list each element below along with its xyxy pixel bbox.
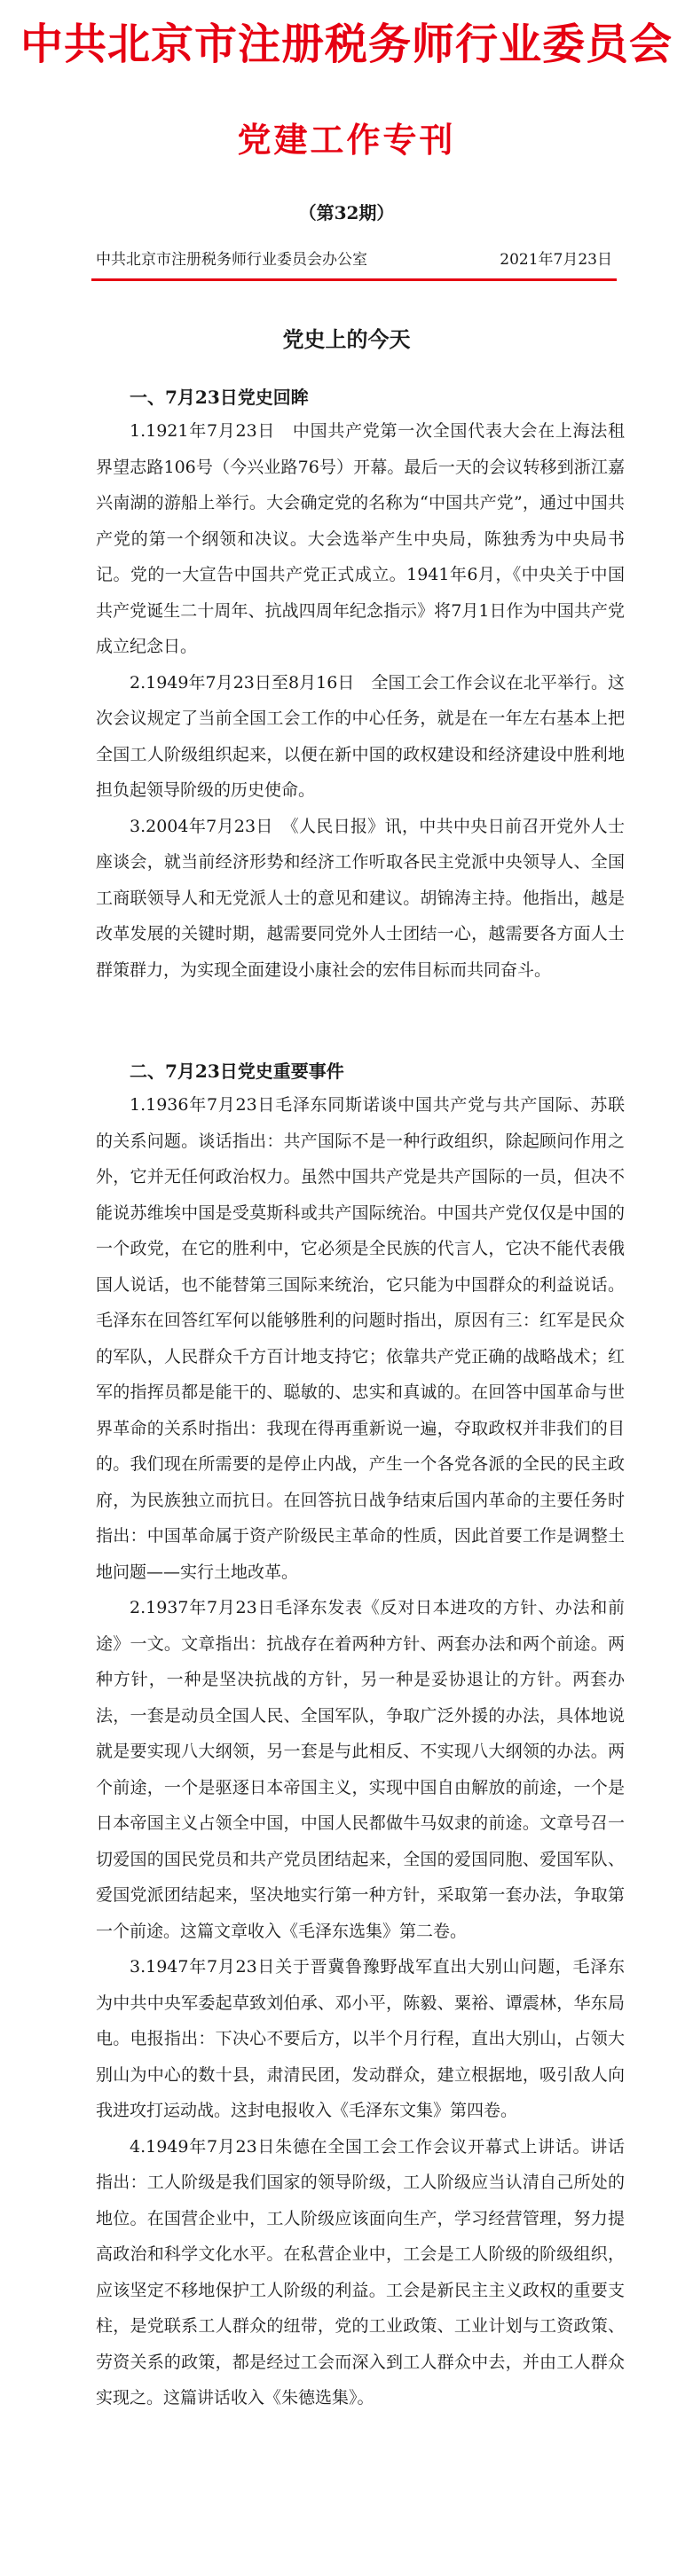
issue-number: （第32期） [298,202,395,223]
section-heading: 一、7月23日党史回眸 [130,387,309,408]
section-events [96,1055,625,2416]
red-divider [91,278,617,281]
org-title: 中共北京市注册税务师行业委员会 [20,20,673,69]
article-title: 党史上的今天 [282,326,411,352]
paragraph: 2.1949年7月23日至8月16日 全国工会工作会议在北平举行。这次会议规定了当前全国工会工作的中心任务，就是在一年左右基本上把全国工人阶级组织起来，以便在新中国的政权建设和经济建设中胜利地担负起领导阶级的历史使命。 [96,672,625,800]
section-review [96,381,625,988]
paragraph: 3.2004年7月23日 《人民日报》讯，中共中央日前召开党外人士座谈会，就当前经济形势和经济工作听取各民主党派中央领导人、全国工商联领导人和无党派人士的意见和建议。胡锦涛主持。他指出，越是改革发展的关键时期，越需要同党外人士团结一心，越需要各方面人士群策群力，为实现全面建设小康社会的宏伟目标而共同奋斗。 [96,816,625,980]
paragraph: 1.1936年7月23日毛泽东同斯诺谈中国共产党与共产国际、苏联的关系问题。谈话指出：共产国际不是一种行政组织，除起顾问作用之外，它并无任何政治权力。虽然中国共产党是共产国际的一员，但决不能说苏维埃中国是受莫斯科或共产国际统治。中国共产党仅仅是中国的一个政党，在它的胜利中，它必须是全民族的代言人，它决不能代表俄国人说话，也不能替第三国际来统治，它只能为中国群众的利益说话。毛泽东在回答红军何以能够胜利的问题时指出，原因有三：红军是民众的军队，人民群众千方百计地支持它；依靠共产党正确的战略战术；红军的指挥员都是能干的、聪敏的、忠实和真诚的。在回答中国革命与世界革命的关系时指出：我现在得再重新说一遍，夺取政权并非我们的目的。我们现在所需要的是停止内战，产生一个各党各派的全民的民主政府，为民族独立而抗日。在回答抗日战争结束后国内革命的主要任务时指出：中国革命属于资产阶级民主革命的性质，因此首要工作是调整土地问题——实行土地改革。 [96,1095,625,1582]
journal-title: 党建工作专刊 [237,120,456,160]
section-heading: 二、7月23日党史重要事件 [130,1061,344,1082]
paragraph: 2.1937年7月23日毛泽东发表《反对日本进攻的方针、办法和前途》一文。文章指出：抗战存在着两种方针、两套办法和两个前途。两种方针，一种是坚决抗战的方针，另一种是妥协退让的方针。两套办法，一套是动员全国人民、全国军队，争取广泛外援的办法，具体地说就是要实现八大纲领，另一套是与此相反、不实现八大纲领的办法。两个前途，一个是驱逐日本帝国主义，实现中国自由解放的前途，一个是日本帝国主义占领全中国，中国人民都做牛马奴隶的前途。文章号召一切爱国的国民党员和共产党员团结起来，全国的爱国同胞、爱国军队、爱国党派团结起来，坚决地实行第一种方针，采取第一套办法，争取第一个前途。这篇文章收入《毛泽东选集》第二卷。 [96,1598,625,1941]
issuer: 中共北京市注册税务师行业委员会办公室 [96,251,367,269]
paragraph: 4.1949年7月23日朱德在全国工会工作会议开幕式上讲话。讲话指出：工人阶级是我们国家的领导阶级，工人阶级应当认清自己所处的地位。在国营企业中，工人阶级应该面向生产，学习经营管理，努力提高政治和科学文化水平。在私营企业中，工会是工人阶级的阶级组织，应该坚定不移地保护工人阶级的利益。工会是新民主主义政权的重要支柱，是党联系工人群众的纽带，党的工业政策、工业计划与工资政策、劳资关系的政策，都是经过工会而深入到工人群众中去，并由工人群众实现之。这篇讲话收入《朱德选集》。 [96,2136,625,2408]
paragraph: 1.1921年7月23日 中国共产党第一次全国代表大会在上海法租界望志路106号（今兴业路76号）开幕。最后一天的会议转移到浙江嘉兴南湖的游船上举行。大会确定党的名称为“中国共产党”，通过中国共产党的第一个纲领和决议。大会选举产生中央局，陈独秀为中央局书记。党的一大宣告中国共产党正式成立。1941年6月，《中央关于中国共产党诞生二十周年、抗战四周年纪念指示》将7月1日作为中国共产党成立纪念日。 [96,421,625,656]
issue-date: 2021年7月23日 [500,251,612,269]
paragraph: 3.1947年7月23日关于晋冀鲁豫野战军直出大别山问题，毛泽东为中共中央军委起草致刘伯承、邓小平，陈毅、粟裕、谭震林，华东局电。电报指出：下决心不要后方，以半个月行程，直出大别山，占领大别山为中心的数十县，肃清民团，发动群众，建立根据地，吸引敌人向我进攻打运动战。这封电报收入《毛泽东文集》第四卷。 [96,1957,625,2120]
